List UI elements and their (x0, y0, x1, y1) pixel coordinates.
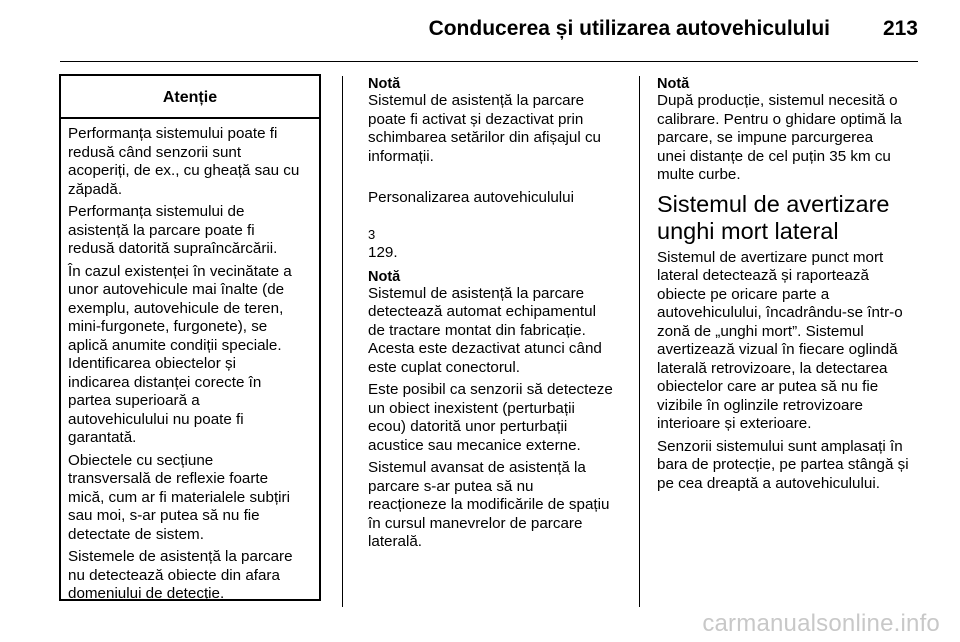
column-divider (342, 76, 343, 607)
warning-paragraph: Obiectele cu secțiune transversală de reflexie foarte mică, cum ar fi materialele subțiri sau moi, s-ar putea să nu fie detectate de sistem. (68, 451, 290, 543)
cross-reference-label: Personalizarea autovehiculului (368, 188, 575, 206)
warning-paragraph: Performanța sistemului de asistență la parcare poate fi redusă datorită supraîncărcării. (68, 203, 278, 257)
header-divider (60, 61, 918, 62)
section-heading: Sistemul de avertizare unghi mort lateral (657, 190, 890, 244)
body-paragraph: Senzorii sistemului sunt amplasați în bara de protecție, pe partea stângă și pe cea dreaptă a autovehiculului. (657, 437, 909, 492)
warning-paragraph: În cazul existenței în vecinătate a unor autovehicule mai înalte (de exemplu, autovehicule de teren, mini-furgonete, furgonete), se aplică anumite condiții speciale. Identificarea obiectelor și indicarea distanței corecte în partea superioară a autovehiculului nu poate fi garantată. (68, 262, 292, 446)
note-text: După producție, sistemul necesită o calibrare. Pentru o ghidare optimă la parcare, se impune parcurgerea unei distanțe de cel puțin 35 km cu multe curbe. (657, 92, 902, 183)
column-right (657, 76, 925, 497)
warning-box-title: Atenție (61, 76, 319, 119)
reference-arrow-icon: 3 (368, 226, 376, 242)
body-paragraph: Sistemul avansat de asistență la parcare s-ar putea să nu reacționeze la modificările de spațiu în cursul manevrelor de parcare laterală. (368, 459, 610, 550)
body-paragraph: Este posibil ca senzorii să detecteze un obiect inexistent (perturbații ecou) datorită unor perturbații acustice sau mecanice externe. (368, 381, 613, 454)
page-header (0, 0, 960, 62)
warning-paragraph: Performanța sistemului poate fi redusă când senzorii sunt acoperiți, de ex., cu gheață sau cu zăpadă. (68, 125, 300, 198)
watermark: carmanualsonline.info (702, 610, 940, 637)
page-title: Conducerea și utilizarea autovehiculului (428, 17, 830, 40)
note-label: Notă (657, 76, 690, 92)
column-divider (639, 76, 640, 607)
column-middle (368, 76, 630, 556)
page-number: 213 (882, 17, 918, 40)
warning-paragraph: Sistemele de asistență la parcare nu detectează obiecte din afara domeniului de detecție. (68, 548, 293, 602)
body-paragraph: Sistemul de avertizare punct mort lateral detectează și raportează obiecte pe oricare parte a autovehiculului, încadrându-se într-o zonă de „unghi mort”. Sistemul avertizează vizual în fiecare oglindă laterală retrovizoare, la detectarea obiectelor care ar putea să nu fie vizibile în oglinzile retrovizoare interioare și exterioare. (657, 248, 903, 432)
note-label: Notă (368, 268, 401, 285)
cross-reference-page[interactable]: 129. (368, 244, 398, 261)
note-text: Sistemul de asistență la parcare detectează automat echipamentul de tractare montat din fabricație. Acesta este dezactivat atunci când este cuplat conectorul. (368, 284, 602, 376)
note-label: Notă (368, 76, 401, 92)
note-text: Sistemul de asistență la parcare poate fi activat și dezactivat prin schimbarea setărilor din afișajul cu informații. (368, 92, 601, 165)
warning-box-body (61, 119, 319, 604)
cross-reference (368, 170, 630, 263)
warning-box (59, 74, 321, 601)
